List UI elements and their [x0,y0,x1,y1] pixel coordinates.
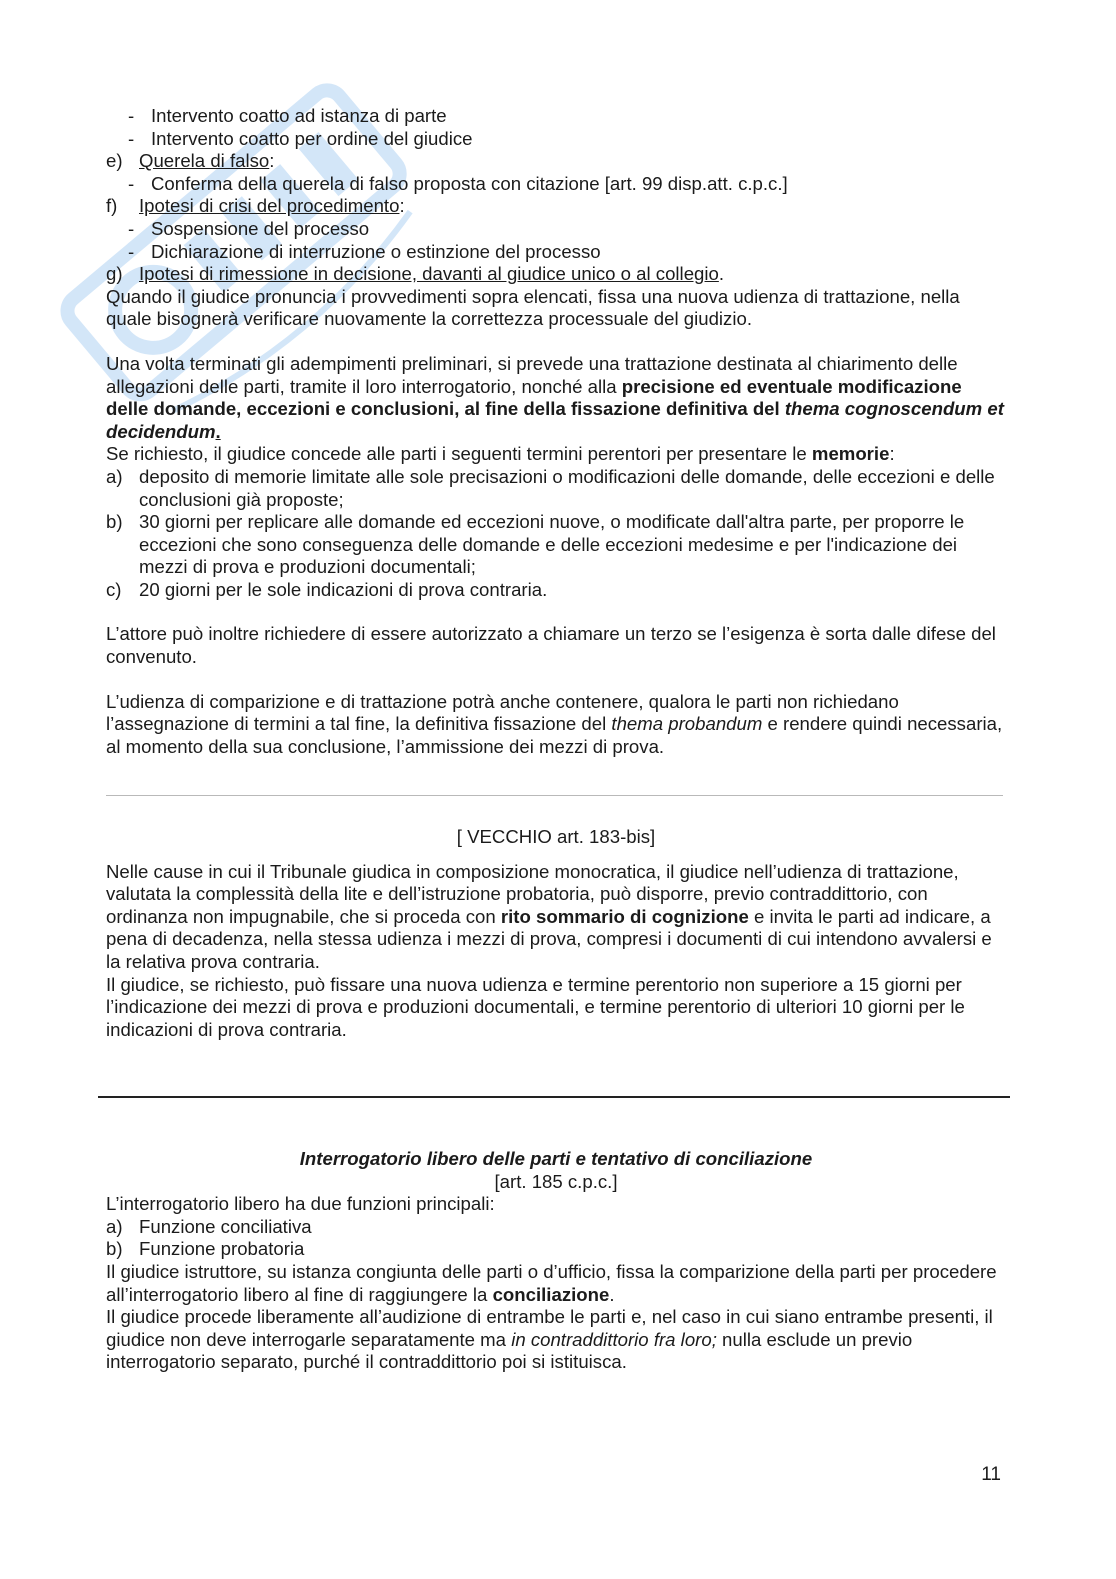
paragraph-treatment [106,353,1006,443]
list-item [106,173,1006,196]
list-dash: - [128,217,135,239]
paragraph-third-party: L’attore può inoltre richiedere di essere autorizzato a chiamare un terzo se l’esigenza è sorta dalle difese del convenuto. [106,623,996,668]
list-item-text: Conferma della querela di falso proposta con citazione [art. 99 disp.att. c.p.c.] [151,172,788,194]
item-suffix: : [399,195,405,217]
paragraph-end: . [215,420,221,442]
section-intro: L’interrogatorio libero ha due funzioni principali: [106,1193,495,1215]
term-text: 30 giorni per replicare alle domande ed eccezioni nuove, o modificate dall'altra parte, per proporre le eccezioni che sono conseguenza delle domande e delle eccezioni medesime e per l'indicazione dei mezzi di prova e produzioni documentali; [139,511,965,578]
paragraph-text: Il giudice istruttore, su istanza congiunta delle parti o d’ufficio, fissa la comparizione della parti per procedere all’interrogatorio libero al fine di raggiungere la [106,1260,997,1305]
term-label: a) [106,465,123,487]
item-e [106,150,1006,173]
term-text: deposito di memorie limitate alle sole precisazioni o modificazioni delle domande, delle eccezioni e delle conclusioni già proposte; [139,465,995,510]
paragraph-italic: thema probandum [611,713,763,735]
function-item [106,1216,1006,1239]
term-item-b [106,511,1006,579]
old-article-paragraph: Il giudice, se richiesto, può fissare una nuova udienza e termine perentorio non superiore a 15 giorni per l’indicazione dei mezzi di prova e produzioni documentali, e termine perentorio di ulteriori 10 giorni per le indicazioni di prova contraria. [106,973,965,1040]
function-text: Funzione conciliativa [139,1215,312,1237]
list-item [106,105,1006,128]
paragraph-bold: conciliazione [492,1283,610,1305]
paragraph-bold: memorie [811,443,890,465]
list-item-text: Intervento coatto per ordine del giudice [151,127,473,149]
section-paragraph [106,1306,1006,1374]
function-text: Funzione probatoria [139,1238,305,1260]
list-dash: - [128,172,135,194]
item-suffix: . [718,263,725,285]
paragraph-bold: rito sommario di cognizione [500,905,749,927]
paragraph-text: nulla esclude un previo interrogatorio separato, purché il contraddittorio poi si istituisca. [106,1328,913,1373]
list-item-text: Intervento coatto ad istanza di parte [151,105,447,126]
paragraph-text: Se richiesto, il giudice concede alle parti i seguenti termini perentori per presentare le [106,443,812,465]
section-ref: [art. 185 c.p.c.] [494,1170,618,1192]
paragraph-memorie [106,443,1006,466]
paragraph-end: . [609,1283,615,1305]
item-f [106,195,1006,218]
list-dash: - [128,127,135,149]
item-suffix: : [269,150,275,172]
paragraph-bold: precisione ed eventuale modificazione delle domande, eccezioni e conclusioni, al fine della fissazione definitiva del [106,375,962,420]
list-item [106,128,1006,151]
item-label: e) [106,150,123,172]
paragraph-text: e rendere quindi necessaria, al momento della sua conclusione, l’ammissione dei mezzi di prova. [106,713,1003,757]
term-label: b) [106,511,123,533]
old-article-paragraph [106,861,1006,974]
item-label: f) [106,195,118,217]
paragraph-italic: in contraddittorio fra loro; [511,1328,717,1350]
function-label: b) [106,1238,123,1260]
list-dash: - [128,105,135,126]
list-item [106,241,1006,264]
paragraph-new-hearing: Quando il giudice pronuncia i provvedimenti sopra elencati, fissa una nuova udienza di trattazione, nella quale bisognerà verificare nuovamente la correttezza processuale del giudizio. [106,285,960,330]
item-label: g) [106,263,123,285]
section-divider [98,1096,1010,1098]
function-item [106,1238,1006,1261]
term-item-c [106,579,1006,602]
item-title: Ipotesi di crisi del procedimento [139,195,400,217]
function-label: a) [106,1215,123,1237]
paragraph-text: Il giudice procede liberamente all’audizione di entrambe le parti e, nel caso in cui siano entrambe presenti, il giudice non deve interrogarle separatamente ma [106,1306,993,1350]
interrogatorio-section [106,1148,1006,1374]
paragraph-text: L’udienza di comparizione e di trattazione potrà anche contenere, qualora le parti non richiedano l’assegnazione di termini a tal fine, la definitiva fissazione del [106,690,899,735]
section-heading-text: Interrogatorio libero delle parti e tentativo di conciliazione [299,1148,813,1169]
paragraph-text: Nelle cause in cui il Tribunale giudica in composizione monocratica, il giudice nell’udienza di trattazione, valutata la complessità della lite e dell’istruzione probatoria, può disporre, previo contraddittorio, con ordinanza non impugnabile, che si proceda con [106,860,959,927]
section-heading [106,1148,1006,1171]
paragraph-text: e invita le parti ad indicare, a pena di decadenza, nella stessa udienza i mezzi di prova, compresi i documenti di cui intendono avvalersi e la relativa prova contraria. [106,905,992,972]
paragraph-text: Una volta terminati gli adempimenti preliminari, si prevede una trattazione destinata al chiarimento delle allegazioni delle parti, tramite il loro interrogatorio, nonché alla [106,352,958,397]
list-item-text: Dichiarazione di interruzione o estinzione del processo [151,240,601,262]
list-item-text: Sospensione del processo [151,217,370,239]
page-number: 11 [981,1464,1001,1485]
old-article-section [106,826,1006,1041]
item-g [106,263,1006,286]
term-label: c) [106,578,122,600]
old-article-title: [ VECCHIO art. 183-bis] [456,826,656,847]
term-item-a [106,466,1006,511]
section-paragraph [106,1261,1006,1306]
list-item [106,218,1006,241]
paragraph-thema-probandum [106,691,1006,759]
paragraph-bold-italic: thema cognoscendum et decidendum [106,398,1004,442]
divider [106,795,1003,796]
main-content [106,105,1006,758]
item-title: Ipotesi di rimessione in decisione, davanti al giudice unico o al collegio [139,263,719,285]
list-dash: - [128,240,135,262]
paragraph-end: : [889,443,895,465]
item-title: Querela di falso [139,150,270,172]
term-text: 20 giorni per le sole indicazioni di prova contraria. [139,578,548,600]
